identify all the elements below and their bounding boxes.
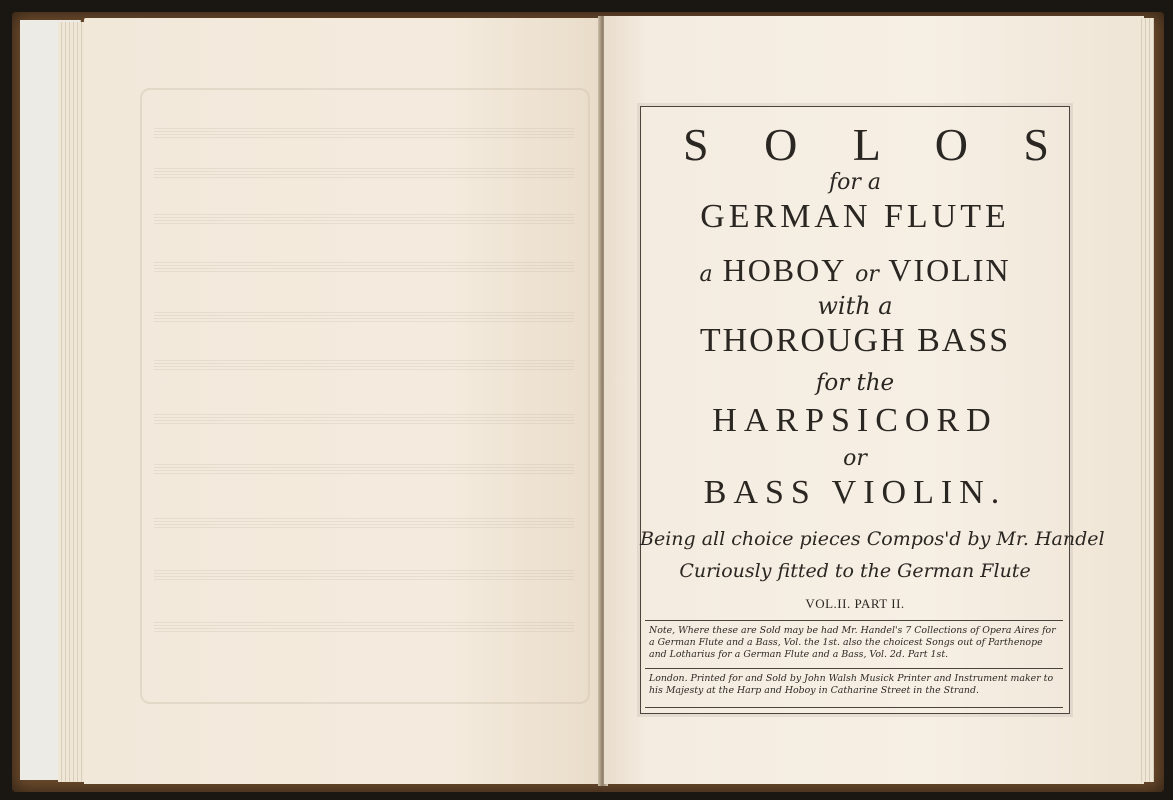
volume-label: VOL.II. PART II. [805, 596, 905, 611]
title-for-a: for a [828, 170, 881, 195]
title-violin: VIOLIN [888, 252, 1011, 288]
imprint-text: London. Printed for and Sold by John Walsh Musick Printer and Instrument maker to his Majesty at the Harp and Hoboy in Catharine Street in the Strand. [649, 673, 1054, 696]
subtitle-composer: Being all choice pieces Compos'd by Mr. Handel [640, 528, 1105, 550]
right-page-edges [1138, 18, 1154, 782]
title-harpsicord: HARPSICORD [712, 402, 998, 439]
show-through-staff [154, 214, 574, 224]
show-through-staff [154, 360, 574, 370]
title-for-the: for the [815, 370, 895, 396]
show-through-plate-mark [140, 88, 590, 704]
subtitle-fitted: Curiously fitted to the German Flute [679, 560, 1031, 582]
show-through-staff [154, 262, 574, 272]
title-with-a: with a [817, 292, 893, 320]
title-or: or [855, 262, 879, 287]
title-hoboy-violin [640, 252, 1070, 289]
title-bass-violin: BASS VIOLIN. [703, 474, 1007, 511]
left-page [84, 18, 602, 784]
show-through-staff [154, 128, 574, 138]
show-through-staff [154, 168, 574, 178]
title-or-line: or [843, 446, 867, 471]
show-through-staff [154, 464, 574, 474]
title-german-flute: GERMAN FLUTE [700, 198, 1010, 235]
note-text: Note, Where these are Sold may be had Mr. Handel's 7 Collections of Opera Aires for a German Flute and a Bass, Vol. the 1st. also the choicest Songs out of Parthenope and Lotharius for a German Flute and a Bass, Vol. 2d. Part 1st. [649, 625, 1056, 660]
title-a: a [699, 262, 713, 287]
note-box [645, 620, 1063, 668]
show-through-staff [154, 622, 574, 632]
title-thorough-bass: THOROUGH BASS [699, 322, 1011, 359]
imprint-box [645, 668, 1063, 708]
show-through-staff [154, 570, 574, 580]
title-solos: S O L O S [683, 119, 1071, 170]
show-through-staff [154, 518, 574, 528]
show-through-staff [154, 312, 574, 322]
title-hoboy: HOBOY [722, 252, 846, 288]
show-through-staff [154, 414, 574, 424]
